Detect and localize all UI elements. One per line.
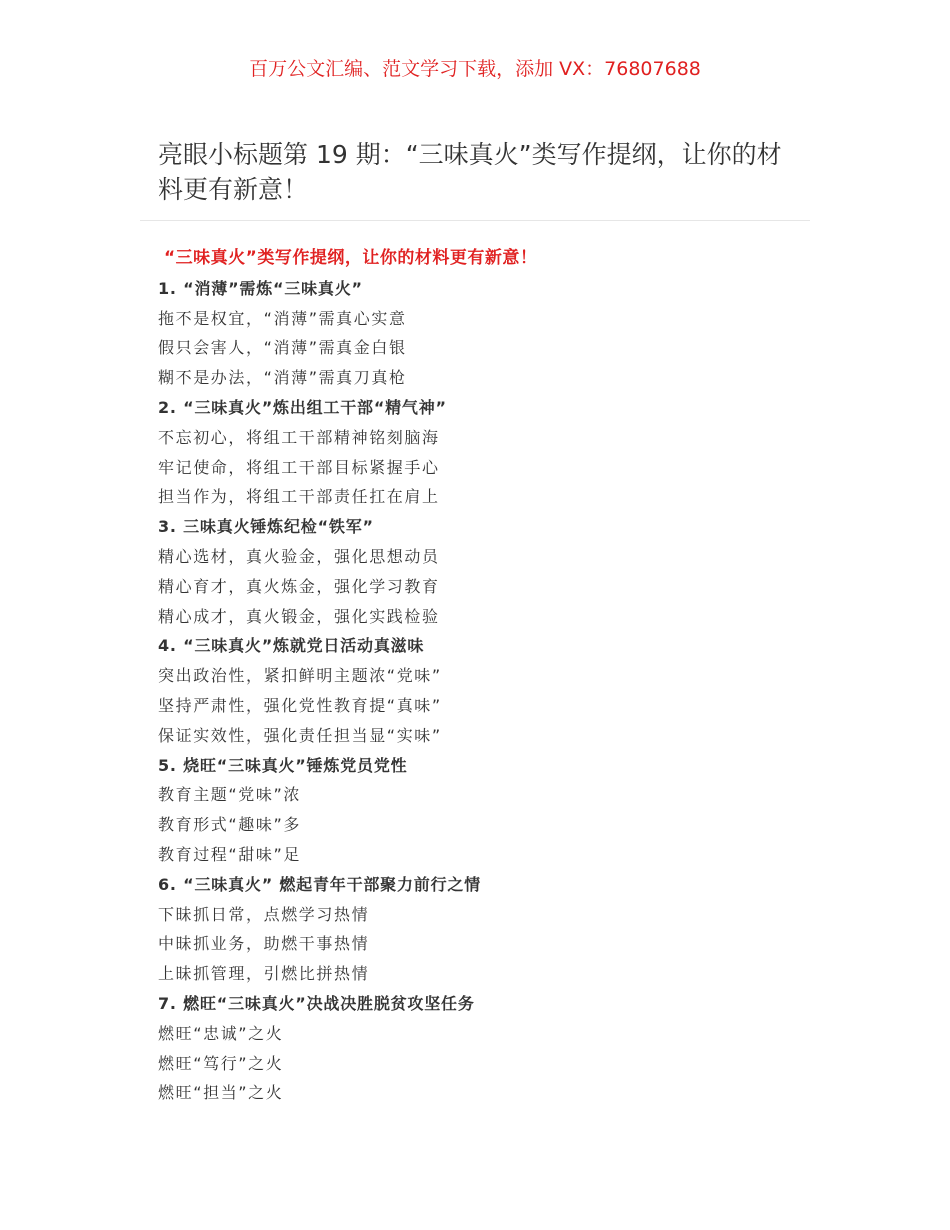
section-line: 燃旺“忠诚”之火 <box>158 1023 284 1043</box>
section-line: 燃旺“担当”之火 <box>158 1083 284 1103</box>
lead-paragraph: “三味真火”类写作提纲，让你的材料更有新意！ <box>164 248 538 268</box>
section-heading: 4. “三味真火”炼就党日活动真滋味 <box>158 636 425 656</box>
section-line: 不忘初心，将组工干部精神铭刻脑海 <box>158 427 440 447</box>
section-line: 精心成才，真火锻金，强化实践检验 <box>158 606 440 626</box>
title-divider <box>140 220 810 221</box>
section-line: 糊不是办法，“消薄”需真刀真枪 <box>158 368 407 388</box>
section-1 <box>158 274 798 393</box>
section-line: 保证实效性，强化责任担当显“实味” <box>158 725 442 745</box>
section-line: 拖不是权宜，“消薄”需真心实意 <box>158 308 407 328</box>
article-body <box>158 244 798 1108</box>
section-2 <box>158 393 798 512</box>
section-4 <box>158 631 798 750</box>
section-line: 精心选材，真火验金，强化思想动员 <box>158 546 440 566</box>
section-heading: 6. “三味真火” 燃起青年干部聚力前行之情 <box>158 874 481 894</box>
section-5 <box>158 751 798 870</box>
section-line: 中昧抓业务，助燃干事热情 <box>158 934 370 954</box>
section-6 <box>158 870 798 989</box>
section-line: 上昧抓管理，引燃比拼热情 <box>158 964 370 984</box>
header-banner: 百万公文汇编、范文学习下载，添加 VX：76807688 <box>249 58 701 80</box>
section-line: 下昧抓日常，点燃学习热情 <box>158 904 370 924</box>
section-line: 燃旺“笃行”之火 <box>158 1053 284 1073</box>
section-7 <box>158 989 798 1108</box>
section-heading: 5. 烧旺“三味真火”锤炼党员党性 <box>158 755 408 775</box>
section-heading: 1. “消薄”需炼“三味真火” <box>158 278 363 298</box>
section-line: 教育过程“甜味”足 <box>158 844 301 864</box>
section-line: 牢记使命，将组工干部目标紧握手心 <box>158 457 440 477</box>
section-heading: 3. 三味真火锤炼纪检“铁军” <box>158 517 374 537</box>
article-title: 亮眼小标题第 19 期：“三味真火”类写作提纲，让你的材料更有新意！ <box>158 140 782 204</box>
section-line: 坚持严肃性，强化党性教育提“真味” <box>158 695 442 715</box>
section-3 <box>158 512 798 631</box>
section-line: 担当作为，将组工干部责任扛在肩上 <box>158 487 440 507</box>
section-line: 突出政治性，紧扣鲜明主题浓“党味” <box>158 666 442 686</box>
section-line: 教育形式“趣味”多 <box>158 815 301 835</box>
section-heading: 7. 燃旺“三味真火”决战决胜脱贫攻坚任务 <box>158 993 475 1013</box>
section-line: 假只会害人，“消薄”需真金白银 <box>158 338 407 358</box>
section-line: 教育主题“党味”浓 <box>158 785 301 805</box>
section-line: 精心育才，真火炼金，强化学习教育 <box>158 576 440 596</box>
section-heading: 2. “三味真火”炼出组工干部“精气神” <box>158 397 447 417</box>
